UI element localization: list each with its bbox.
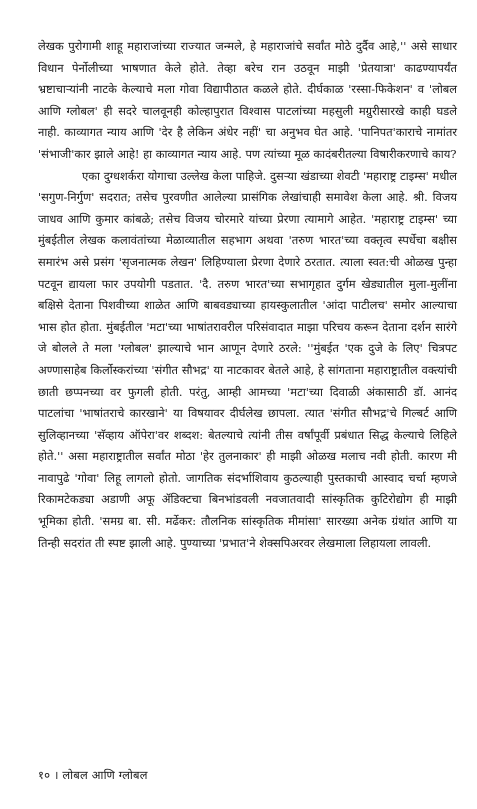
paragraph-continued: लेखक पुरोगामी शाहू महाराजांच्या राज्यात जन्मले, हे महाराजांचे सर्वांत मोठे दुर्दैव आहे,'' असे साधार विधान पेर्नोलीच्या भाषणात केले होते. तेव्हा बरेच रान उठवून माझी 'प्रेतयात्रा' काढण्यापर्यंत भ्रष्टाचाऱ्यांनी नाटके केल्याचे मला गोवा विद्यापीठात कळले होते. दीर्घकाळ 'रस्सा-फिकेशन' व 'लोबल आणि ग्लोबल' ही सदरे चालवूनही कोल्हापुरात विश्वास पाटलांच्या महसुली मग्रुरीसारखे काही घडले नाही. काव्यागत न्याय आणि 'देर है लेकिन अंधेर नहीं' चा अनुभव घेत आहे. 'पानिपत'काराचे नामांतर 'संभाजी'कार झाले आहे! हा काव्यागत न्याय आहे. पण त्यांच्या मूळ कादंबरीतल्या विषारीकरणाचे काय?	[38, 39, 457, 161]
paragraph: एका दुग्धशर्करा योगाचा उल्लेख केला पाहिजे. दुसऱ्या खंडाच्या शेवटी 'महाराष्ट्र टाइम्स' मधील 'सगुण-निर्गुण' सदरात; तसेच पुरवणीत आलेल्या प्रासंगिक लेखांचाही समावेश केला आहे. श्री. विजय जाधव आणि कुमार कांबळे; तसेच विजय चोरमारे यांच्या प्रेरणा त्यामागे आहेत. 'महाराष्ट्र टाइम्स' च्या मुंबईतील लेखक कलावंतांच्या मेळाव्यातील सहभाग अथवा 'तरुण भारत'च्या वक्तृत्व स्पर्धेचा बक्षीस समारंभ असे प्रसंग 'सृजनात्मक लेखन' लिहिण्याला प्रेरणा देणारे ठरतात. त्याला स्वत:ची ओळख पुन्हा पटवून द्यायला फार उपयोगी पडतात. 'दै. तरुण भारत'च्या सभागृहात दुर्गम खेड्यातील मुला-मुलींना बक्षिसे देताना पिशवीच्या शाळेत आणि बाबवड्याच्या हायस्कुलातील 'आंदा पाटीलच' समोर आल्याचा भास होत होता. मुंबईतील 'मटा'च्या भाषांतरावरील परिसंवादात माझा परिचय करून देताना दर्शन सारंगे जे बोलले ते मला 'ग्लोबल' झाल्याचे भान आणून देणारे ठरले: ''मुंबईत 'एक दुजे के लिए' चित्रपट अण्णासाहेब किर्लोस्करांच्या 'संगीत सौभद्र' या नाटकावर बेतले आहे, हे सांगताना महाराष्ट्रातील वक्त्यांची छाती छप्पनच्या वर फुगली होती. परंतु, आम्ही आमच्या 'मटा'च्या दिवाळी अंकासाठी डॉ. आनंद पाटलांचा 'भाषांतराचे कारखाने' या विषयावर दीर्घलेख छापला. त्यात 'संगीत सौभद्र'चे गिल्बर्ट आणि सुलिव्हानच्या 'सॅव्हाय ऑपेरा'वर शब्दश: बेतल्याचे त्यांनी तीस वर्षांपूर्वी प्रबंधात सिद्ध केल्याचे लिहिले होते.'' असा महाराष्ट्रातील सर्वांत मोठा 'हेर तुलनाकार' ही माझी ओळख मलाच नवी होती. कारण मी नावापुढे 'गोवा' लिहू लागलो होतो. जागतिक संदर्भाशिवाय कुठल्याही पुस्तकाची आस्वाद चर्चा म्हणजे रिकामटेकड्या अडाणी अफू ॲडिक्टचा बिनभांडवली नवजातवादी सांस्कृतिक कुटिरोद्योग ही माझी भूमिका होती. 'समग्र बा. सी. मर्ढेकर: तौलनिक सांस्कृतिक मीमांसा' सारख्या अनेक ग्रंथांत आणि या तिन्ही सदरांत ती स्पष्ट झाली आहे. पुण्याच्या 'प्रभात'ने शेक्सपिअरवर लेखमाला लिहायला लावली.	[38, 168, 457, 550]
page-footer: १० । लोबल आणि ग्लोबल	[38, 768, 148, 782]
body-text	[38, 36, 457, 554]
